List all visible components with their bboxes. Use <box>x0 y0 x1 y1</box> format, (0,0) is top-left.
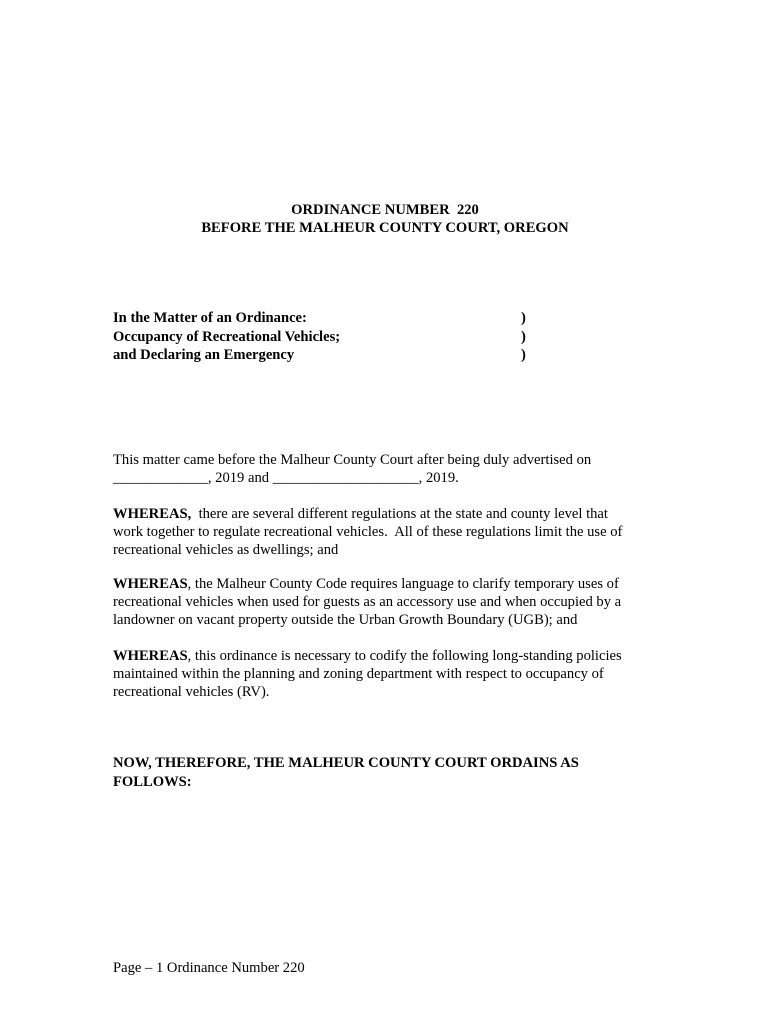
caption-paren: ) <box>521 347 526 363</box>
whereas-paragraph-2 <box>113 575 653 630</box>
whereas-line <box>113 575 653 593</box>
whereas-text: , this ordinance is necessary to codify the following long-standing policies <box>187 648 622 664</box>
ordains-line: FOLLOWS: <box>113 773 192 790</box>
caption-text: In the Matter of an Ordinance: <box>113 310 307 326</box>
intro-line: This matter came before the Malheur County Court after being duly advertised on <box>113 452 592 468</box>
whereas-line: maintained within the planning and zoning department with respect to occupancy of <box>113 666 604 683</box>
ordains-line: NOW, THEREFORE, THE MALHEUR COUNTY COURT ORDAINS AS <box>113 755 579 771</box>
whereas-line: recreational vehicles (RV). <box>113 684 270 701</box>
caption-row <box>113 346 533 365</box>
ordains-heading <box>113 754 653 791</box>
whereas-text: there are several different regulations at the state and county level that <box>191 506 608 522</box>
ordinance-number-title: ORDINANCE NUMBER 220 <box>291 202 479 218</box>
whereas-line <box>113 505 653 523</box>
whereas-paragraph-3 <box>113 647 653 702</box>
whereas-line: work together to regulate recreational vehicles. All of these regulations limit the use of <box>113 524 623 541</box>
case-caption <box>113 309 533 365</box>
caption-paren: ) <box>521 310 526 326</box>
intro-line: _____________, 2019 and ____________________, 2019. <box>113 470 459 487</box>
whereas-text: , the Malheur County Code requires language to clarify temporary uses of <box>187 576 619 592</box>
page-footer: Page – 1 Ordinance Number 220 <box>113 960 305 976</box>
whereas-line: landowner on vacant property outside the Urban Growth Boundary (UGB); and <box>113 612 578 629</box>
whereas-line <box>113 647 653 665</box>
caption-row <box>113 309 533 328</box>
whereas-line: recreational vehicles as dwellings; and <box>113 542 339 559</box>
caption-paren: ) <box>521 328 526 345</box>
whereas-keyword: WHEREAS <box>113 648 188 664</box>
whereas-keyword: WHEREAS <box>113 576 188 592</box>
caption-text: and Declaring an Emergency <box>113 347 295 363</box>
whereas-paragraph-1 <box>113 505 653 560</box>
whereas-line: recreational vehicles when used for guests as an accessory use and when occupied by a <box>113 594 622 611</box>
intro-paragraph <box>113 451 653 487</box>
court-title: BEFORE THE MALHEUR COUNTY COURT, OREGON <box>201 220 569 236</box>
document-heading <box>0 201 770 237</box>
whereas-keyword: WHEREAS, <box>113 506 192 522</box>
caption-row <box>113 328 533 347</box>
caption-text: Occupancy of Recreational Vehicles; <box>113 328 341 345</box>
